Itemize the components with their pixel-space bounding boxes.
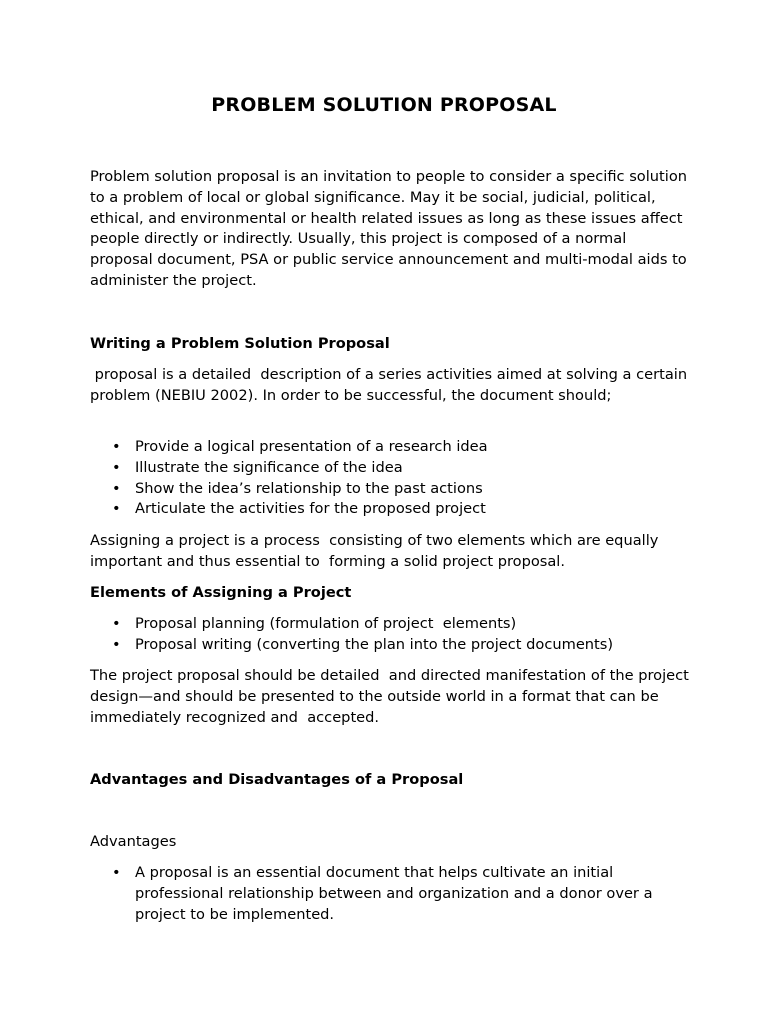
advantages-subheading: Advantages — [90, 833, 177, 850]
writing-paragraph: proposal is a detailed description of a series activities aimed at solving a certain problem (NEBIU 2002). In order to be successful, the document should; — [90, 366, 692, 404]
list-item: • Illustrate the significance of the idea — [90, 458, 690, 479]
project-proposal-paragraph: The project proposal should be detailed and directed manifestation of the project design—and should be presented to the outside world in a format that can be immediately recognized and accepted. — [90, 667, 694, 726]
bullet-icon: • — [112, 615, 121, 632]
bullet-icon: • — [112, 458, 121, 476]
section-heading-elements: Elements of Assigning a Project — [90, 584, 352, 601]
list-item: • A proposal is an essential document that helps cultivate an initial professional relationship between and organization and a donor over a project to be implemented. — [112, 864, 653, 923]
section-heading-advantages: Advantages and Disadvantages of a Proposal — [90, 771, 464, 788]
bullet-icon: • — [112, 500, 121, 518]
bullet-icon: • — [112, 479, 121, 497]
document-title: PROBLEM SOLUTION PROPOSAL — [211, 94, 557, 116]
list-item: • Proposal writing (converting the plan into the project documents) — [90, 635, 690, 656]
assigning-paragraph: Assigning a project is a process consisting of two elements which are equally important and thus essential to forming a solid project proposal. — [90, 532, 664, 570]
advantages-list — [90, 863, 690, 925]
document-requirements-list — [90, 437, 690, 520]
section-heading-writing: Writing a Problem Solution Proposal — [90, 335, 390, 352]
bullet-icon: • — [112, 438, 121, 455]
list-item: • Provide a logical presentation of a research idea — [90, 437, 690, 458]
bullet-icon: • — [112, 864, 121, 881]
bullet-icon: • — [112, 635, 121, 653]
list-item: • Articulate the activities for the proposed project — [90, 499, 690, 520]
intro-paragraph: Problem solution proposal is an invitation to people to consider a specific solution to a problem of local or global significance. May it be social, judicial, political, ethical, and environmental or health related issues as long as these issues affect people directly or indirectly. Usually, this project is composed of a normal proposal document, PSA or public service announcement and multi-modal aids to administer the project. — [90, 168, 687, 289]
list-item: • Show the idea’s relationship to the past actions — [90, 479, 690, 500]
list-item: • Proposal planning (formulation of project elements) — [90, 614, 690, 635]
elements-list — [90, 614, 690, 656]
